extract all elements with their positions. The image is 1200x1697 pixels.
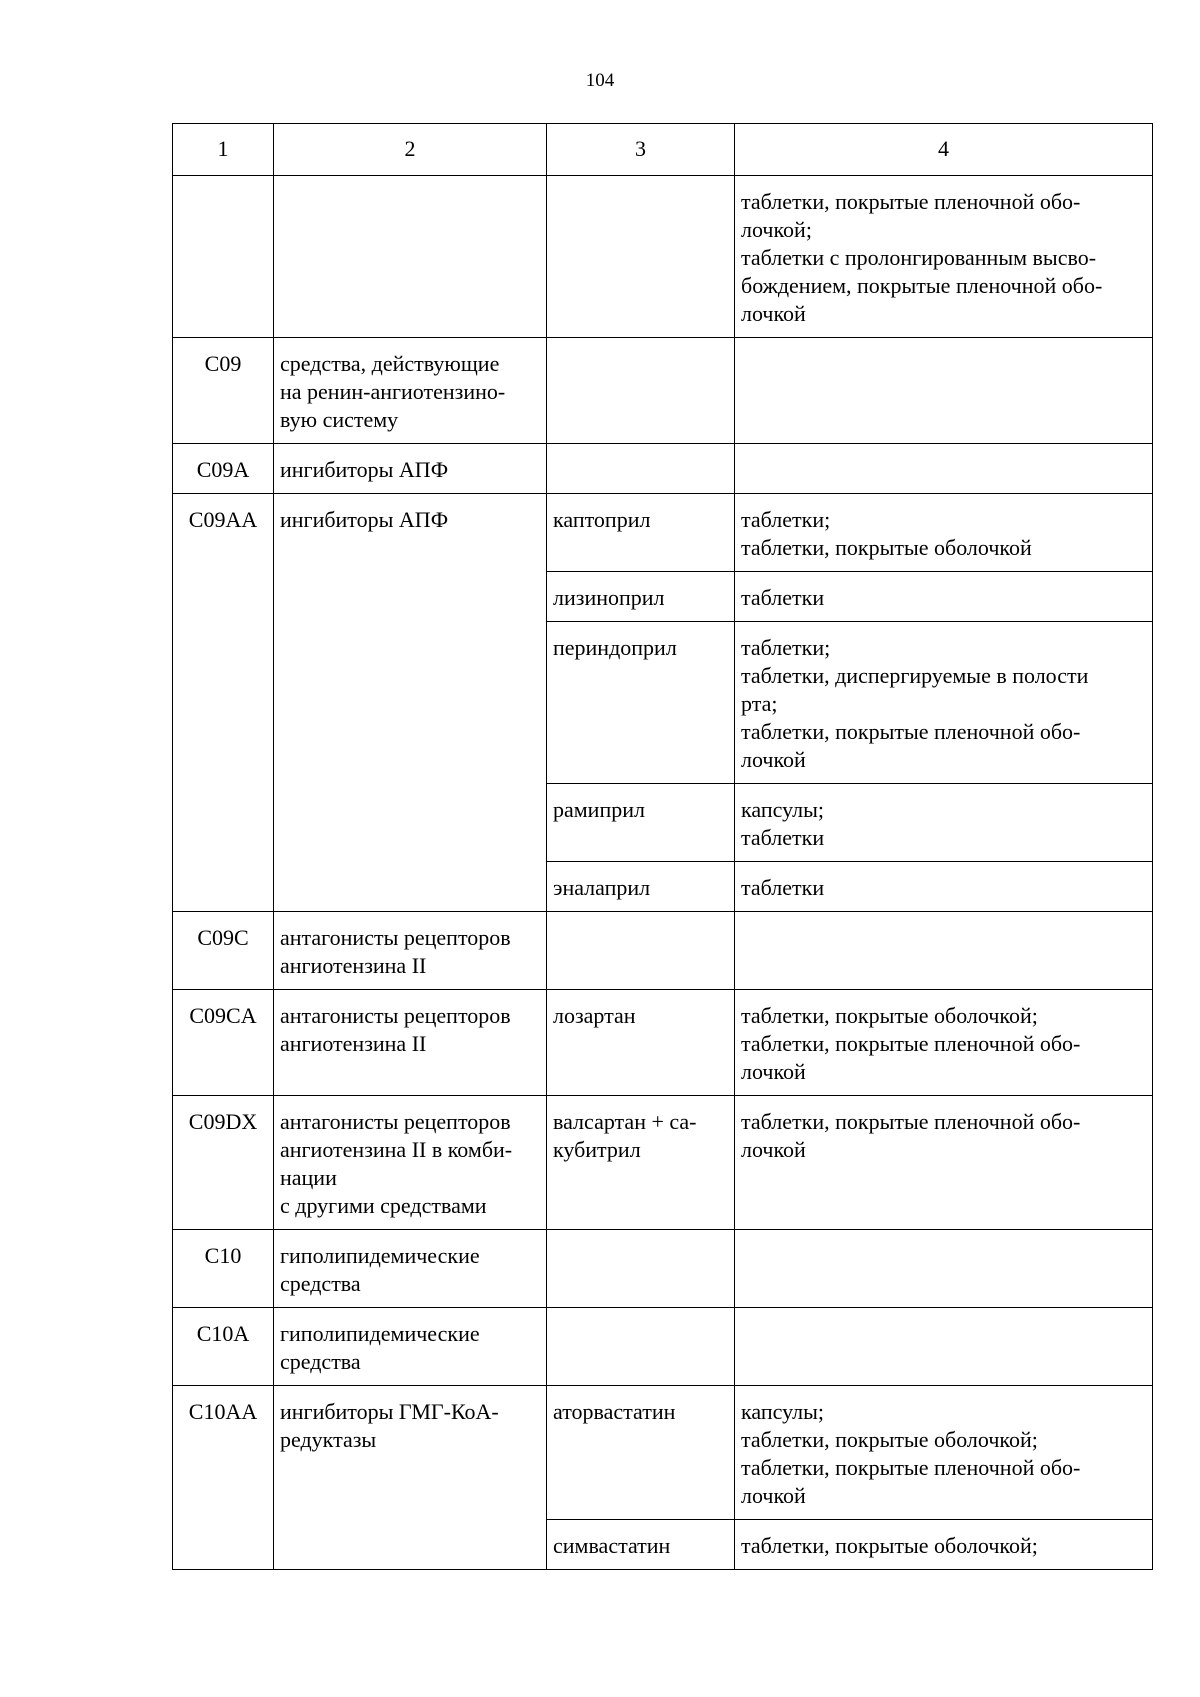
group-name-cell-line: гиполипидемические [280,1321,480,1346]
dosage-forms-cell [735,494,1153,572]
table-header-row [173,124,1153,176]
drug-name-line: периндоприл [553,635,677,660]
group-name-cell [274,338,547,444]
drug-table [172,123,1153,1570]
atc-code-cell: C09CA [173,990,274,1096]
group-name-cell-line: гиполипидемические [280,1243,480,1268]
group-name-cell-line: ангиотензина II в комби- [280,1137,513,1162]
drug-name-cell [547,1096,735,1230]
drug-name-line: рамиприл [553,797,645,822]
atc-code-cell: C09DX [173,1096,274,1230]
drug-name-cell [547,1308,735,1386]
group-name-cell-line: ингибиторы АПФ [280,507,449,532]
drug-name-cell [547,1230,735,1308]
group-name-cell-line: ингибиторы ГМГ-КоА- [280,1399,499,1424]
dosage-forms-cell-line: таблетки; [741,635,831,660]
table-body [173,176,1153,1570]
dosage-forms-cell [735,784,1153,862]
dosage-forms-cell-line: лочкой [741,1059,806,1084]
atc-code-cell: C09A [173,444,274,494]
drug-name-cell [547,176,735,338]
group-name-cell-line: ингибиторы АПФ [280,457,449,482]
atc-code-cell: C09 [173,338,274,444]
table-row [173,912,1153,990]
dosage-forms-cell [735,1308,1153,1386]
table-row [173,176,1153,338]
dosage-forms-cell [735,1096,1153,1230]
table-row [173,990,1153,1096]
dosage-forms-cell [735,444,1153,494]
table-row [173,494,1153,572]
dosage-forms-cell-line: таблетки [741,825,825,850]
dosage-forms-cell-line: таблетки; [741,507,831,532]
drug-name-line: эналаприл [553,875,651,900]
dosage-forms-cell-line: таблетки, покрытые оболочкой; [741,1003,1038,1028]
dosage-forms-cell-line: таблетки [741,875,825,900]
atc-code-cell: C10A [173,1308,274,1386]
dosage-forms-cell-line: рта; [741,691,778,716]
dosage-forms-cell-line: таблетки, покрытые пленочной обо- [741,1109,1081,1134]
drug-name-cell [547,494,735,572]
drug-name-line: валсартан + са- [553,1109,697,1134]
table-row [173,1096,1153,1230]
dosage-forms-cell-line: таблетки [741,585,825,610]
atc-code-cell: C10AA [173,1386,274,1570]
dosage-forms-cell-line: лочкой [741,1137,806,1162]
drug-name-cell [547,784,735,862]
group-name-cell-line: с другими средствами [280,1193,487,1218]
drug-name-cell [547,572,735,622]
column-header-1: 1 [173,124,274,176]
drug-name-line: каптоприл [553,507,651,532]
drug-name-cell [547,912,735,990]
dosage-forms-cell-line: таблетки, покрытые оболочкой; [741,1427,1038,1452]
group-name-cell-line: на ренин-ангиотензино- [280,379,506,404]
dosage-forms-cell [735,176,1153,338]
atc-code-cell: C10 [173,1230,274,1308]
group-name-cell-line: нации [280,1165,337,1190]
table-row [173,444,1153,494]
dosage-forms-cell-line: таблетки, покрытые пленочной обо- [741,1031,1081,1056]
group-name-cell-line: средства [280,1349,361,1374]
drug-name-cell [547,862,735,912]
group-name-cell [274,444,547,494]
dosage-forms-cell-line: таблетки, покрытые оболочкой [741,535,1032,560]
table-row [173,1308,1153,1386]
group-name-cell [274,176,547,338]
column-header-3: 3 [547,124,735,176]
group-name-cell-line: антагонисты рецепторов [280,925,511,950]
group-name-cell-line: средства [280,1271,361,1296]
dosage-forms-cell-line: таблетки с пролонгированным высво- [741,245,1097,270]
drug-name-cell [547,622,735,784]
dosage-forms-cell-line: лочкой [741,301,806,326]
dosage-forms-cell-line: бождением, покрытые пленочной обо- [741,273,1103,298]
dosage-forms-cell-line: капсулы; [741,797,824,822]
atc-code-cell: C09C [173,912,274,990]
group-name-cell [274,1230,547,1308]
group-name-cell [274,990,547,1096]
table-row [173,1230,1153,1308]
dosage-forms-cell [735,912,1153,990]
group-name-cell-line: антагонисты рецепторов [280,1003,511,1028]
dosage-forms-cell-line: капсулы; [741,1399,824,1424]
dosage-forms-cell-line: лочкой [741,747,806,772]
group-name-cell [274,1386,547,1570]
drug-name-line: аторвастатин [553,1399,676,1424]
table-row [173,1386,1153,1520]
drug-name-cell [547,338,735,444]
dosage-forms-cell [735,990,1153,1096]
dosage-forms-cell [735,862,1153,912]
drug-name-line: кубитрил [553,1137,641,1162]
page-number: 104 [585,70,615,91]
dosage-forms-cell-line: таблетки, покрытые оболочкой; [741,1533,1038,1558]
group-name-cell [274,1096,547,1230]
group-name-cell-line: ангиотензина II [280,1031,427,1056]
group-name-cell-line: антагонисты рецепторов [280,1109,511,1134]
group-name-cell [274,912,547,990]
drug-name-cell [547,1520,735,1570]
drug-name-line: лизиноприл [553,585,665,610]
group-name-cell-line: средства, действующие [280,351,500,376]
drug-name-cell [547,1386,735,1520]
table-row [173,338,1153,444]
drug-name-cell [547,990,735,1096]
dosage-forms-cell [735,1386,1153,1520]
group-name-cell-line: ангиотензина II [280,953,427,978]
dosage-forms-cell-line: лочкой; [741,217,812,242]
dosage-forms-cell-line: лочкой [741,1483,806,1508]
dosage-forms-cell [735,338,1153,444]
drug-name-cell [547,444,735,494]
drug-name-line: лозартан [553,1003,636,1028]
group-name-cell-line: вую систему [280,407,399,432]
column-header-2: 2 [274,124,547,176]
atc-code-cell: C09AA [173,494,274,912]
dosage-forms-cell-line: таблетки, диспергируемые в полости [741,663,1089,688]
atc-code-cell [173,176,274,338]
dosage-forms-cell [735,622,1153,784]
group-name-cell [274,494,547,912]
dosage-forms-cell [735,572,1153,622]
drug-name-line: симвастатин [553,1533,671,1558]
column-header-4: 4 [735,124,1153,176]
group-name-cell-line: редуктазы [280,1427,377,1452]
dosage-forms-cell-line: таблетки, покрытые пленочной обо- [741,719,1081,744]
dosage-forms-cell [735,1230,1153,1308]
dosage-forms-cell-line: таблетки, покрытые пленочной обо- [741,1455,1081,1480]
group-name-cell [274,1308,547,1386]
dosage-forms-cell-line: таблетки, покрытые пленочной обо- [741,189,1081,214]
dosage-forms-cell [735,1520,1153,1570]
